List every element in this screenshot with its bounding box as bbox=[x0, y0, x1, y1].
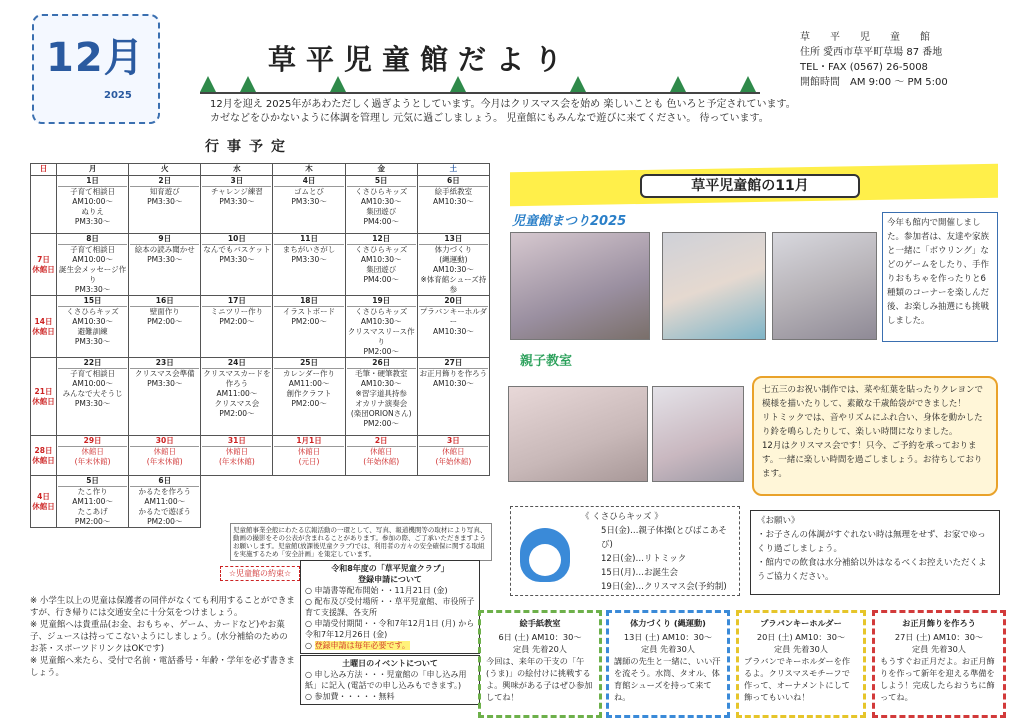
event-calendar bbox=[30, 163, 490, 528]
parent-class-paragraph: 七五三のお祝い制作では、菜や紅葉を貼ったりクレヨンで模様を描いたりして、素敵な千歳飴袋ができました！ bbox=[762, 385, 984, 409]
calendar-day-cell bbox=[345, 358, 417, 436]
day-events: 絵手紙教室 AM10:30～ bbox=[433, 187, 474, 206]
saturday-events-box bbox=[300, 655, 480, 705]
facility-name: 草 平 児 童 館 bbox=[800, 32, 930, 43]
event-title: 体力づくり (縄運動) bbox=[630, 618, 706, 628]
tree-icon bbox=[450, 76, 466, 92]
calendar-day-cell bbox=[201, 234, 273, 296]
calendar-day-cell bbox=[273, 176, 345, 234]
day-number: 4日 bbox=[274, 176, 343, 187]
festival-photo bbox=[662, 232, 766, 340]
parent-class-paragraph: 12月はクリスマス会です！只今、ご予約を承っております。一緒に楽しい時間を過ごしましょう。お待ちしております。 bbox=[762, 441, 983, 479]
calendar-day-cell bbox=[345, 234, 417, 296]
promise-label: ☆児童館の約束☆ bbox=[220, 566, 300, 581]
tree-icon bbox=[670, 76, 686, 92]
calendar-day-cell bbox=[417, 296, 489, 358]
calendar-week-row bbox=[31, 476, 490, 528]
day-number: 11日 bbox=[274, 234, 343, 245]
day-number: 15日 bbox=[58, 296, 127, 307]
sunday-cell: 21日 休館日 bbox=[31, 358, 57, 436]
calendar-day-cell bbox=[129, 176, 201, 234]
event-desc: プラバンでキーホルダーを作るよ。クリスマスモチーフで作って、オーナメントにして飾ってもいいね！ bbox=[744, 656, 851, 702]
sunday-cell bbox=[31, 176, 57, 234]
kids-item: 19日(金)…クリスマス会(予約制) bbox=[601, 582, 727, 592]
day-number: 22日 bbox=[58, 358, 127, 369]
weekday-header: 水 bbox=[201, 164, 273, 176]
event-title: お正月飾りを作ろう bbox=[902, 618, 976, 628]
festival-photo bbox=[510, 232, 650, 340]
day-number: 3日 bbox=[419, 436, 488, 447]
day-number: 23日 bbox=[130, 358, 199, 369]
day-events: 子育て相談日 AM10:00～ ぬりえ PM3:30～ bbox=[70, 187, 116, 226]
day-events: 休館日 (年末休館) bbox=[146, 447, 183, 466]
sunday-cell: 14日 休館日 bbox=[31, 296, 57, 358]
calendar-day-cell bbox=[57, 476, 129, 528]
tree-icon bbox=[240, 76, 256, 92]
day-events: 休館日 (元日) bbox=[297, 447, 321, 466]
day-events: 子育て相談日 AM10:00～ みんなで大そうじ PM3:30～ bbox=[62, 369, 123, 408]
day-number: 18日 bbox=[274, 296, 343, 307]
rule-item: ※ 児童館へは貴重品(お金、おもちゃ、ゲーム、カードなど)やお菓子、ジュースは持ってこないようにしましょう。(水分補給のためのお茶・スポーツドリンクはOKです) bbox=[30, 620, 288, 654]
calendar-day-cell bbox=[57, 358, 129, 436]
schedule-title: 行事予定 bbox=[205, 139, 293, 155]
calendar-day-cell bbox=[417, 476, 489, 528]
event-capacity: 定員 先着30人 bbox=[912, 644, 966, 654]
day-events: ゴムとび PM3:30～ bbox=[291, 187, 327, 206]
november-title: 草平児童館の11月 bbox=[640, 174, 860, 198]
day-events: くさひらキッズ AM10:30～ 避難訓練 PM3:30～ bbox=[66, 307, 119, 346]
day-number: 5日 bbox=[347, 176, 416, 187]
day-events: くさひらキッズ AM10:30～ 集団遊び PM4:00～ bbox=[355, 187, 408, 226]
requests-title: 《お願い》 bbox=[757, 516, 800, 526]
parent-class-title: 親子教室 bbox=[520, 354, 573, 369]
calendar-day-cell bbox=[273, 296, 345, 358]
weekday-header: 火 bbox=[129, 164, 201, 176]
day-events: 休館日 (年始休館) bbox=[435, 447, 472, 466]
parent-class-text bbox=[752, 376, 998, 496]
calendar-day-cell bbox=[57, 436, 129, 476]
calendar-day-cell bbox=[417, 436, 489, 476]
calendar-day-cell bbox=[273, 234, 345, 296]
day-number: 3日 bbox=[202, 176, 271, 187]
saturday-item: ○ 参加費・・・・・無料 bbox=[305, 692, 395, 701]
day-events: たこ作り AM11:00～ たこあげ PM2:00～ bbox=[72, 487, 113, 526]
calendar-day-cell bbox=[417, 234, 489, 296]
day-events: くさひらキッズ AM10:30～ 集団遊び PM4:00～ bbox=[355, 245, 408, 284]
weekday-header: 日 bbox=[31, 164, 57, 176]
day-number: 8日 bbox=[58, 234, 127, 245]
day-events: お正月飾りを作ろう AM10:30～ bbox=[419, 369, 488, 388]
day-events: チャレンジ練習 PM3:30～ bbox=[210, 187, 263, 206]
calendar-day-cell bbox=[345, 176, 417, 234]
calendar-day-cell bbox=[417, 358, 489, 436]
tree-divider bbox=[200, 76, 760, 94]
club-highlight: ○ 登録申請は毎年必要です。 bbox=[305, 641, 410, 650]
event-desc: もうすぐお正月だよ。お正月飾りを作って新年を迎える準備をしよう！完成したらおうちに飾ってね。 bbox=[880, 656, 995, 702]
facility-hours: 開館時間 AM 9:00 ～ PM 5:00 bbox=[800, 77, 948, 88]
day-number: 20日 bbox=[419, 296, 488, 307]
calendar-day-cell bbox=[129, 476, 201, 528]
calendar-day-cell bbox=[345, 476, 417, 528]
kids-item: 12日(金)…リトミック bbox=[601, 554, 687, 564]
calendar-day-cell bbox=[57, 176, 129, 234]
calendar-day-cell bbox=[201, 296, 273, 358]
tree-icon bbox=[330, 76, 346, 92]
day-events: カレンダー作り AM11:00～ 創作クラフト PM2:00～ bbox=[283, 369, 336, 408]
kids-item: 15日(月)…お誕生会 bbox=[601, 568, 678, 578]
calendar-day-cell bbox=[273, 476, 345, 528]
day-events: 壁面作り PM2:00～ bbox=[147, 307, 183, 326]
day-number: 2日 bbox=[130, 176, 199, 187]
calendar-day-cell bbox=[345, 436, 417, 476]
facility-address: 住所 愛西市草平町草場 87 番地 bbox=[800, 47, 943, 58]
calendar-header-row bbox=[31, 164, 490, 176]
calendar-week-row bbox=[31, 358, 490, 436]
day-events: 知育遊び PM3:30～ bbox=[147, 187, 183, 206]
day-events: 毛筆・硬筆教室 AM10:30～ ※習字道具持参 オカリナ演奏会 (楽団ORIONさん) PM2:00～ bbox=[350, 369, 412, 428]
event-box-fitness bbox=[606, 610, 730, 718]
day-number: 6日 bbox=[130, 476, 199, 487]
sunday-cell: 28日 休館日 bbox=[31, 436, 57, 476]
kids-item: 5日(金)…親子体操(とびばこあそび) bbox=[601, 526, 727, 550]
event-date: 20日 (土) AM10：30～ bbox=[756, 632, 846, 642]
tree-icon bbox=[570, 76, 586, 92]
calendar-day-cell bbox=[273, 358, 345, 436]
calendar-week-row bbox=[31, 436, 490, 476]
day-events: なんでもバスケット PM3:30～ bbox=[203, 245, 271, 264]
day-number: 31日 bbox=[202, 436, 271, 447]
calendar-week-row bbox=[31, 296, 490, 358]
calendar-day-cell bbox=[345, 296, 417, 358]
weekday-header: 土 bbox=[417, 164, 489, 176]
calendar-day-cell bbox=[201, 476, 273, 528]
day-number: 10日 bbox=[202, 234, 271, 245]
day-number: 6日 bbox=[419, 176, 488, 187]
weekday-header: 木 bbox=[273, 164, 345, 176]
weekday-header: 月 bbox=[57, 164, 129, 176]
day-number: 13日 bbox=[419, 234, 488, 245]
rule-item: ※ 小学生以上の児童は保護者の同伴がなくても利用することができますが、行き帰りには交通安全に十分気をつけましょう。 bbox=[30, 596, 295, 618]
day-number: 17日 bbox=[202, 296, 271, 307]
saturday-item: ○ 申し込み方法・・・児童館の「申し込み用紙」に記入 (電話での申し込みもできます。) bbox=[305, 670, 467, 690]
request-item: ・館内での飲食は水分補給以外はなるべくお控えいただくようご協力ください。 bbox=[757, 558, 987, 582]
day-events: 子育て相談日 AM10:00～ 誕生会メッセージ作り PM3:30～ bbox=[59, 245, 127, 294]
day-events: イラストボード PM2:00～ bbox=[282, 307, 336, 326]
newsletter-title: 草平児童館だより bbox=[268, 43, 573, 76]
facility-tel: TEL・FAX (0567) 26-5008 bbox=[800, 62, 928, 73]
calendar-day-cell bbox=[57, 234, 129, 296]
day-number: 29日 bbox=[58, 436, 127, 447]
club-title: 令和8年度の「草平児童クラブ」 bbox=[331, 564, 449, 573]
month-year: 2025 bbox=[104, 90, 132, 101]
day-events: 休館日 (年末休館) bbox=[74, 447, 111, 466]
tree-icon bbox=[740, 76, 756, 92]
day-number: 5日 bbox=[58, 476, 127, 487]
calendar-day-cell bbox=[273, 436, 345, 476]
event-box-keyholder bbox=[736, 610, 866, 718]
parent-class-photo bbox=[652, 386, 744, 482]
month-badge bbox=[32, 14, 160, 124]
event-box-newyear bbox=[872, 610, 1006, 718]
festival-text: 今年も館内で開催しました。参加者は、友達や家族と一緒に「ボウリング」などのゲームをしたり、手作りおもちゃを作ったりと6種類のコーナーを楽しんだ後、お楽しみ抽選にも挑戦しました。 bbox=[882, 212, 998, 342]
day-events: 体力づくり (縄運動) AM10:30～ ※体育館シューズ持参 bbox=[420, 245, 487, 294]
event-date: 6日 (土) AM10：30～ bbox=[498, 632, 582, 642]
calendar-day-cell bbox=[57, 296, 129, 358]
day-number: 27日 bbox=[419, 358, 488, 369]
sunday-cell: 7日 休館日 bbox=[31, 234, 57, 296]
event-desc: 講師の先生と一緒に、いい汗を流そう。水筒、タオル、体育館シューズを持って来てね。 bbox=[614, 656, 721, 702]
day-events: クリスマス会準備 PM3:30～ bbox=[134, 369, 195, 388]
calendar-day-cell bbox=[129, 296, 201, 358]
day-events: ミニツリー作り PM2:00～ bbox=[210, 307, 264, 326]
day-events: くさひらキッズ AM10:30～ クリスマスリース作り PM2:00～ bbox=[347, 307, 415, 356]
saturday-title: 土曜日のイベントについて bbox=[342, 659, 438, 668]
club-subtitle: 登録申請について bbox=[358, 575, 422, 584]
month-number: 12月 bbox=[46, 35, 145, 81]
festival-photo bbox=[772, 232, 877, 340]
photo-notice: 児童館事業全般にわたる広報活動の一環として、写真、報道機関等の取材により写真、動画の撮影をその公表が含まれることがあります。参加の際、ご了承いただきますようお願いします。児童館(放課後児童クラブ)では、利用者の方々の安全確保に関する取組を実施するため「安全計画」を策定しています。 bbox=[230, 523, 492, 561]
calendar-week-row bbox=[31, 176, 490, 234]
club-item: ○ 申請受付期間・・令和7年12月1日 (月) から令和7年12月26日 (金) bbox=[305, 619, 475, 639]
day-events: クリスマスカードを作ろう AM11:00～ クリスマス会 PM2:00～ bbox=[203, 369, 271, 418]
event-capacity: 定員 先着30人 bbox=[641, 644, 695, 654]
day-number: 1月1日 bbox=[274, 436, 343, 447]
event-title: プラバンキーホルダー bbox=[760, 618, 842, 628]
day-events: かるたを作ろう AM11:00～ かるたで遊ぼう PM2:00～ bbox=[138, 487, 191, 526]
event-capacity: 定員 先着20人 bbox=[513, 644, 567, 654]
request-item: ・お子さんの体調がすぐれない時は無理をせず、お家でゆっくり過ごしましょう。 bbox=[757, 530, 986, 554]
kids-title: 《 くさひらキッズ 》 bbox=[581, 512, 663, 522]
weekday-header: 金 bbox=[345, 164, 417, 176]
day-events: プラバンキーホルダー AM10:30～ bbox=[419, 307, 487, 336]
tree-icon bbox=[200, 76, 216, 92]
sunday-cell: 4日 休館日 bbox=[31, 476, 57, 528]
club-item: ○ 申請書等配布開始・・11月21日 (金) bbox=[305, 586, 448, 595]
day-number: 2日 bbox=[347, 436, 416, 447]
day-events: 休館日 (年末休館) bbox=[218, 447, 255, 466]
rule-item: ※ 児童館へ来たら、受付で名前・電話番号・年齢・学年を必ず書きましょう。 bbox=[30, 656, 295, 678]
day-number: 30日 bbox=[130, 436, 199, 447]
calendar-day-cell bbox=[201, 358, 273, 436]
club-item: ○ 配布及び受付場所・・草平児童館、市役所子育て支援課、各支所 bbox=[305, 597, 475, 617]
day-number: 25日 bbox=[274, 358, 343, 369]
requests-box bbox=[750, 510, 1000, 595]
intro-line-2: カゼなどをひかないように体調を管理し 元気に過ごしましょう。 児童館にもみんなで遊びに来てください。 待っています。 bbox=[210, 113, 769, 124]
day-number: 1日 bbox=[58, 176, 127, 187]
calendar-week-row bbox=[31, 234, 490, 296]
day-events: 絵本の読み聞かせ PM3:30～ bbox=[134, 245, 195, 264]
calendar-day-cell bbox=[129, 358, 201, 436]
event-capacity: 定員 先着30人 bbox=[774, 644, 828, 654]
day-number: 9日 bbox=[130, 234, 199, 245]
day-number: 19日 bbox=[347, 296, 416, 307]
calendar-day-cell bbox=[129, 436, 201, 476]
day-events: 休館日 (年始休館) bbox=[363, 447, 400, 466]
calendar-day-cell bbox=[201, 176, 273, 234]
parent-class-photo bbox=[508, 386, 648, 482]
day-events: まちがいさがし PM3:30～ bbox=[282, 245, 336, 264]
day-number: 26日 bbox=[347, 358, 416, 369]
facility-info bbox=[800, 30, 1020, 90]
rules-list bbox=[30, 595, 295, 679]
parent-class-paragraph: リトミックでは、音やリズムにふれ合い、身体を動かしたり鈴を鳴らしたりして、楽しい時間になりました。 bbox=[762, 413, 983, 437]
day-number: 24日 bbox=[202, 358, 271, 369]
calendar-day-cell bbox=[129, 234, 201, 296]
calendar-day-cell bbox=[417, 176, 489, 234]
calendar-day-cell bbox=[201, 436, 273, 476]
intro-line-1: 12月を迎え 2025年があわただしく過ぎようとしています。今月はクリスマス会を始め 楽しいことも 色いろと予定されています。 bbox=[210, 99, 796, 110]
day-number: 16日 bbox=[130, 296, 199, 307]
festival-title: 児童館まつり2025 bbox=[512, 214, 627, 229]
day-number: 12日 bbox=[347, 234, 416, 245]
club-registration-box bbox=[300, 560, 480, 654]
event-date: 13日 (土) AM10：30～ bbox=[623, 632, 713, 642]
event-title: 絵手紙教室 bbox=[519, 618, 561, 628]
event-date: 27日 (土) AM10：30～ bbox=[894, 632, 984, 642]
event-desc: 今回は、来年の干支の「午(うま)」の絵付けに挑戦するよ。興味がある子はぜひ参加してね！ bbox=[486, 656, 593, 702]
kids-schedule-box bbox=[510, 506, 740, 596]
event-box-etegami bbox=[478, 610, 602, 718]
intro-text bbox=[210, 98, 810, 126]
